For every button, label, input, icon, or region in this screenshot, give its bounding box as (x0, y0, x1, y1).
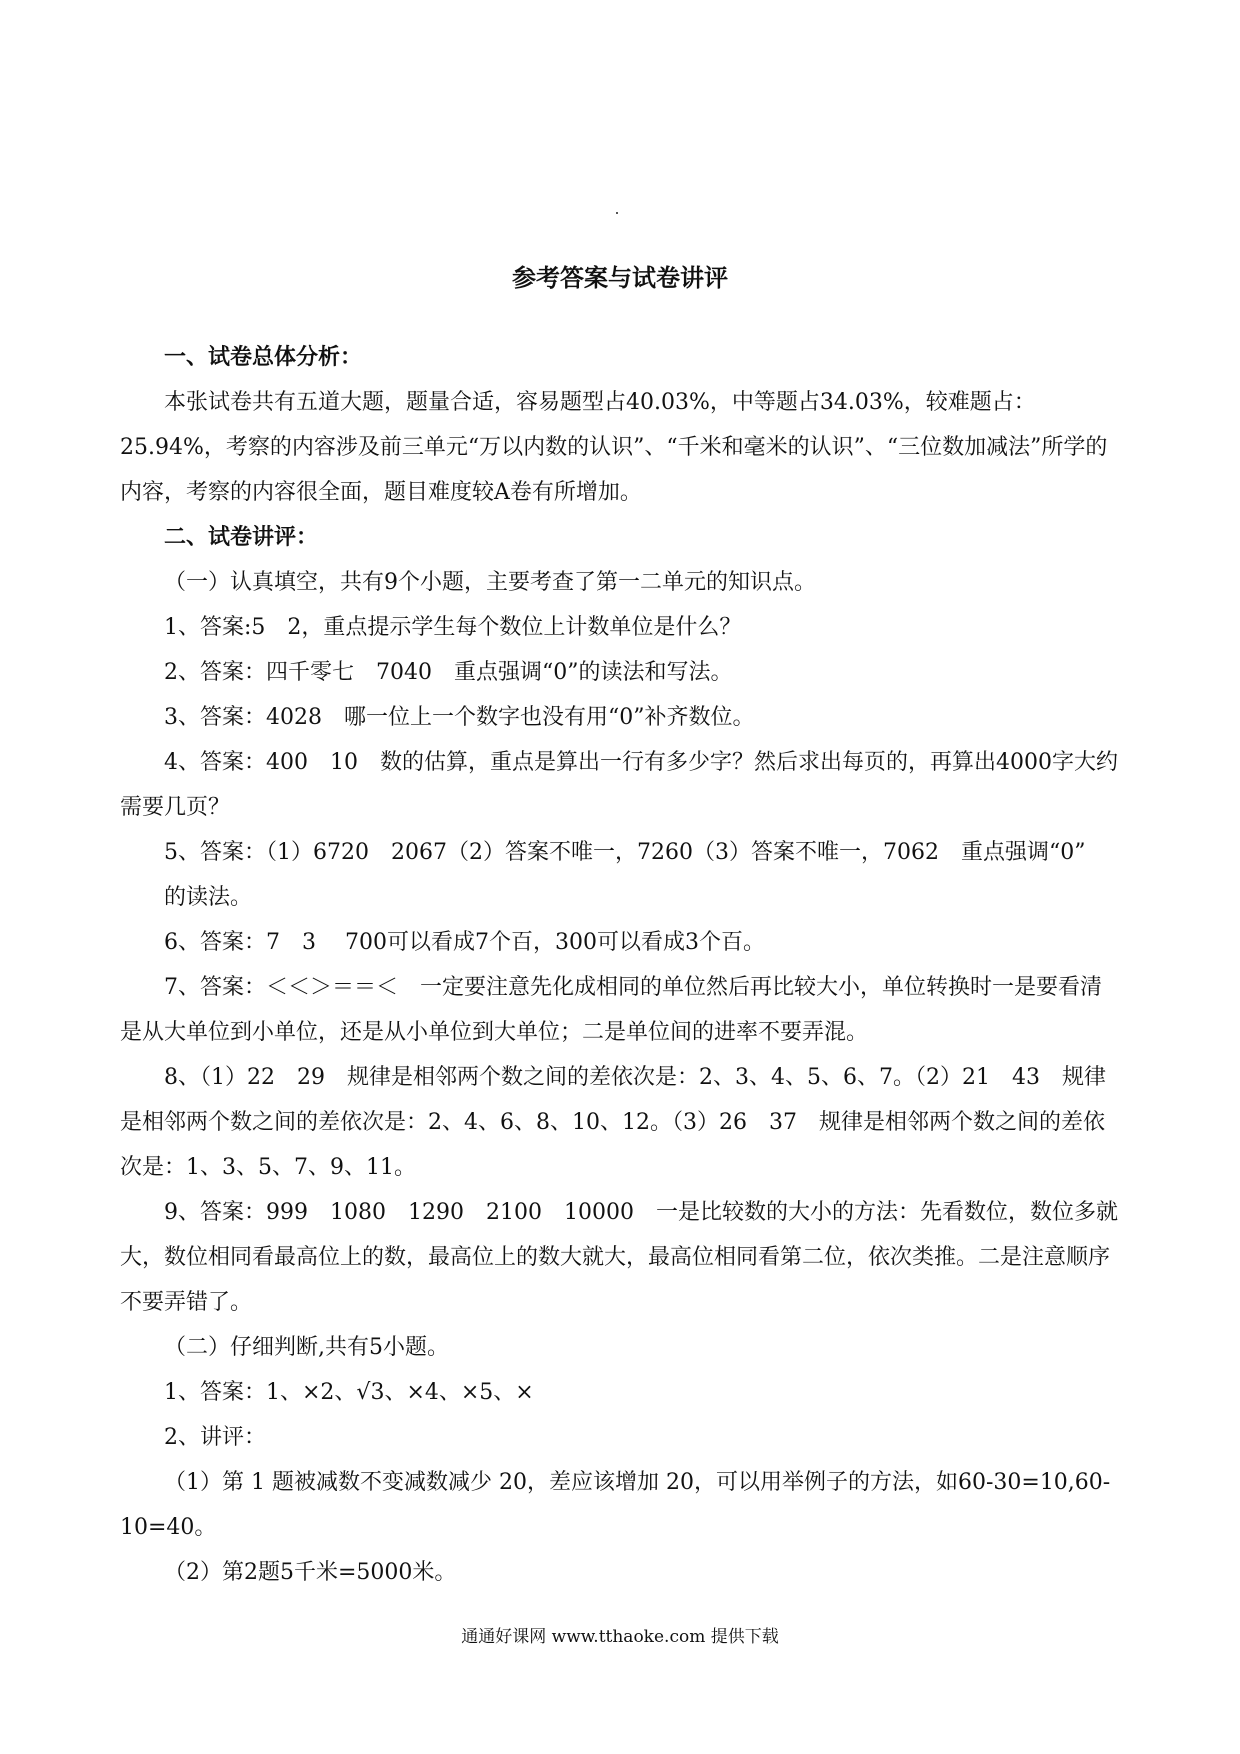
answer-item-2: 2、答案：四千零七 7040 重点强调“0”的读法和写法。 (164, 660, 733, 685)
review-item-1: （1）第 1 题被减数不变减数减少 20，差应该增加 20，可以用举例子的方法，如60-30=10,60-10=40。 (120, 1470, 1111, 1540)
page-footer: 通通好课网 www.tthaoke.com 提供下载 (461, 1627, 779, 1647)
answer-item-1: 1、答案:5 2，重点提示学生每个数位上计数单位是什么？ (164, 615, 742, 640)
answer-item-9: 9、答案：999 1080 1290 2100 10000 一是比较数的大小的方法：先看数位，数位多就大，数位相同看最高位上的数，最高位上的数大就大，最高位相同看第二位，依次类推。二是注意顺序不要弄错了。 (120, 1200, 1118, 1315)
part2-answer-item-1: 1、答案：1、×2、√3、×4、×5、× (164, 1380, 534, 1405)
answer-item-8: 8、（1）22 29 规律是相邻两个数之间的差依次是：2、3、4、5、6、7。（2）21 43 规律是相邻两个数之间的差依次是：2、4、6、8、10、12。（3）26 37 规律是相邻两个数之间的差依次是：1、3、5、7、9、11。 (120, 1065, 1106, 1180)
scan-speck (616, 212, 618, 214)
part2-answer-item-2: 2、讲评： (164, 1425, 266, 1450)
answer-item-7: 7、答案：＜＜＞＝＝＜ 一定要注意先化成相同的单位然后再比较大小，单位转换时一是要看清是从大单位到小单位，还是从小单位到大单位；二是单位间的进率不要弄混。 (120, 975, 1103, 1045)
part2-intro: （二）仔细判断,共有5小题。 (164, 1335, 449, 1360)
section-heading-analysis: 一、试卷总体分析： (164, 344, 363, 370)
answer-item-3: 3、答案：4028 哪一位上一个数字也没有用“0”补齐数位。 (164, 705, 755, 730)
document-body (120, 335, 1120, 1595)
answer-item-5-line2: 的读法。 (164, 885, 253, 910)
answer-item-5-line1: 5、答案：（1）6720 2067（2）答案不唯一，7260（3）答案不唯一，7062 重点强调“0” (164, 840, 1086, 865)
section-heading-review: 二、试卷讲评： (164, 524, 319, 550)
part1-intro: （一）认真填空，共有9个小题，主要考查了第一二单元的知识点。 (164, 570, 816, 595)
answer-item-6: 6、答案：7 3 700可以看成7个百，300可以看成3个百。 (164, 930, 765, 955)
page-title: 参考答案与试卷讲评 (512, 263, 728, 292)
answer-item-4: 4、答案：400 10 数的估算，重点是算出一行有多少字？然后求出每页的，再算出4000字大约需要几页？ (120, 750, 1118, 820)
review-item-2: （2）第2题5千米=5000米。 (164, 1560, 457, 1585)
analysis-paragraph: 本张试卷共有五道大题，题量合适，容易题型占40.03%，中等题占34.03%，较难题占：25.94%，考察的内容涉及前三单元“万以内数的认识”、“千米和毫米的认识”、“三位数加减法”所学的内容，考察的内容很全面，题目难度较A卷有所增加。 (120, 390, 1108, 505)
